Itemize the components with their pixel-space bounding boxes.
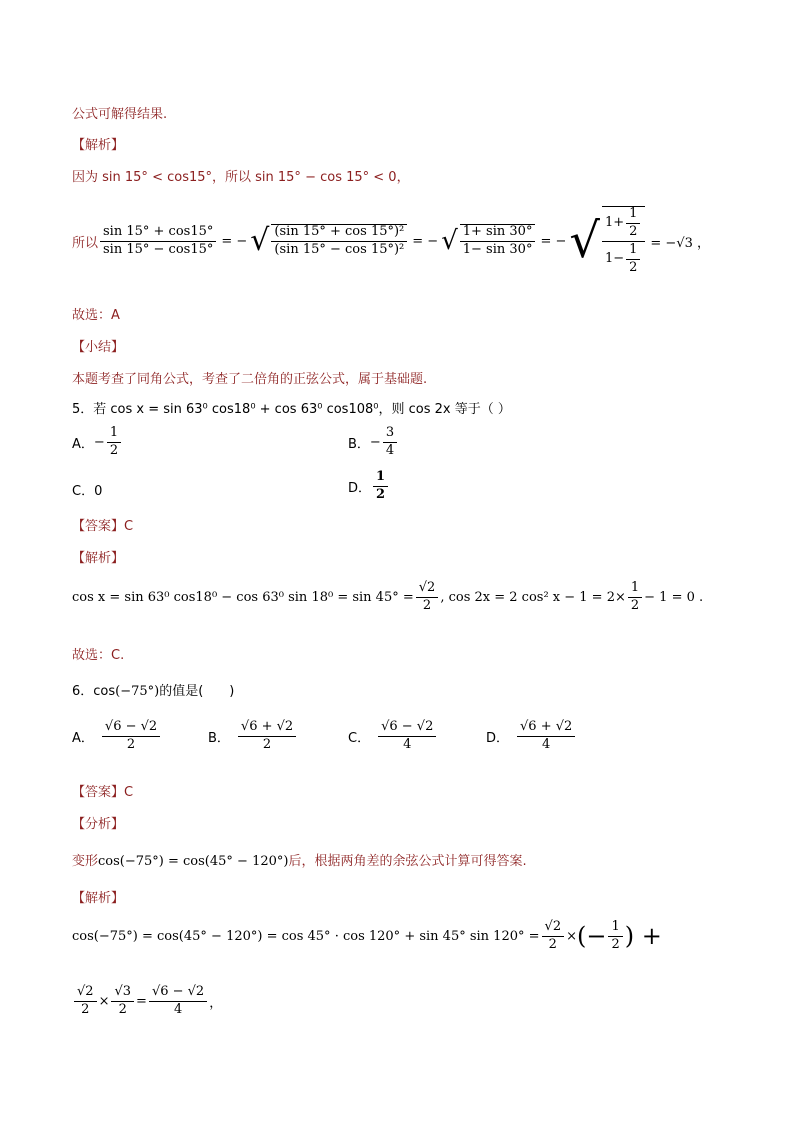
q5-option-a (72, 426, 123, 459)
frac-den: 2 (422, 597, 432, 613)
q6-solution-line2 (72, 985, 222, 1018)
heading-fenxi: 【分析】 (72, 817, 125, 832)
q6-option-a (72, 720, 162, 753)
radical-icon: √ (250, 223, 270, 258)
q6-solution-line1 (72, 920, 662, 953)
frac-den: 4 (385, 442, 395, 458)
sol-left: cos x = sin 63⁰ cos18⁰ − cos 63⁰ sin 18⁰ = sin 45° = (72, 589, 414, 605)
frac-num: √6 − √2 (102, 720, 160, 737)
eq1-rad-num: (sin 15° + cos 15°)² (271, 225, 407, 242)
option-label: A． (72, 730, 94, 746)
radical-icon: √ (441, 226, 458, 256)
sol-end: − 1 = 0 . (644, 589, 704, 605)
half-num: 1 (626, 243, 640, 260)
frac-den: 2 (109, 442, 119, 458)
half-den: 2 (629, 259, 638, 275)
q6-option-d (486, 720, 577, 753)
radical-icon: √ (569, 213, 600, 269)
option-label: D． (348, 480, 372, 496)
frac-den: 2 (376, 486, 386, 502)
frac-den: 2 (611, 936, 620, 952)
eq1-lhs-den: sin 15° − cos15° (103, 241, 214, 257)
sol-line1: cos(−75°) = cos(45° − 120°) = cos 45° · cos 120° + sin 45° sin 120° = (72, 928, 540, 944)
option-sign: − (93, 434, 105, 450)
eq1-rad2-fraction (460, 224, 536, 258)
option-label: D． (486, 730, 510, 746)
q6-option-c (348, 720, 438, 753)
fenxi-post: 后，根据两角差的余弦公式计算可得答案. (288, 854, 527, 869)
stem-pre: 6．cos (72, 684, 116, 699)
times-sign: × (98, 993, 110, 1009)
frac-num: √3 (111, 985, 134, 1002)
heading-xiaojie: 【小结】 (72, 340, 125, 355)
paren-close: ) + (624, 922, 662, 951)
option-sign: − (369, 434, 381, 450)
frac-den: 4 (542, 736, 551, 752)
suoyi-label: 所以 (72, 235, 99, 251)
eq1-rad3-num: 1+ (604, 215, 625, 231)
q5-option-d (348, 470, 390, 503)
fenxi-text (72, 850, 527, 869)
eq1-lhs-fraction (100, 225, 216, 258)
heading-jiexi: 【解析】 (72, 138, 125, 153)
eq1-rad-den: (sin 15° − cos 15°)² (274, 242, 405, 257)
option-label: B． (348, 436, 370, 452)
q5-stem: 5．若 cos x = sin 63⁰ cos18⁰ + cos 63⁰ cos108⁰，则 cos 2x 等于（ ） (72, 402, 511, 417)
frac-num: 1 (608, 920, 622, 937)
frac-num: √6 − √2 (149, 985, 207, 1002)
stem-arg: (−75°) (115, 684, 160, 699)
frac-num: √2 (416, 581, 439, 598)
frac-den: 2 (630, 597, 640, 613)
heading-jiexi: 【解析】 (72, 891, 125, 906)
intro-text: 公式可解得结果. (72, 107, 168, 122)
q5-option-b (348, 426, 399, 459)
eq1-rad3-den: 1− (604, 250, 625, 266)
q6-answer: 【答案】C (72, 785, 134, 800)
frac-num: √6 + √2 (238, 720, 296, 737)
equals-sign: = (136, 993, 147, 1009)
frac-num: 3 (383, 426, 397, 443)
heading-jiexi: 【解析】 (72, 551, 125, 566)
frac-num: √6 − √2 (378, 720, 436, 737)
frac-num: √2 (542, 920, 565, 937)
q5-answer: 【答案】C (72, 519, 134, 534)
stem-post: 的值是( ) (159, 684, 235, 699)
frac-den: 4 (173, 1001, 183, 1017)
q6-stem (72, 680, 234, 699)
frac-num: √6 + √2 (517, 720, 575, 737)
eq1-lhs-num: sin 15° + cos15° (100, 225, 216, 242)
line-end: ， (209, 995, 223, 1011)
frac-num: 1 (107, 426, 121, 443)
fenxi-math: cos(−75°) = cos(45° − 120°) (98, 854, 289, 869)
frac-num: 1 (628, 581, 642, 598)
frac-den: 2 (548, 936, 557, 952)
eq1-result: = −√3 ， (650, 235, 711, 251)
times-sign: × (566, 928, 577, 944)
half-den: 2 (629, 224, 638, 240)
guxuan-c: 故选：C. (72, 648, 125, 663)
guxuan-a: 故选：A (72, 308, 120, 323)
option-label: A． (72, 436, 94, 452)
frac-den: 4 (403, 736, 412, 752)
eq1-rad3-fraction (602, 206, 645, 276)
fenxi-pre: 变形 (72, 854, 99, 869)
frac-den: 2 (262, 736, 272, 752)
q6-option-b (208, 720, 298, 753)
frac-den: 2 (126, 736, 136, 752)
frac-num: 1 (373, 470, 388, 487)
eq1-rad2-den: 1− sin 30° (462, 242, 533, 257)
sol-mid: , cos 2x = 2 cos² x − 1 = 2× (440, 589, 626, 605)
frac-den: 2 (118, 1001, 127, 1017)
q5-solution (72, 581, 703, 614)
eq1-rad-fraction (271, 224, 407, 258)
because-line: 因为 sin 15° < cos15°，所以 sin 15° − cos 15° < 0， (72, 170, 410, 185)
option-label: C． (348, 730, 371, 746)
equation-1: 所以 $\frac{\sin 15^\circ + \cos 15^\circ}{\sin 15^\circ - \cos 15^\circ}$ = − √ $\frac{\text{(sin 15° + cos 15°)²}}{\text{(sin 15° − cos 15°)²}}$ = − √ $\frac{1+ \sin 30^\circ}{1- \sin 30^\circ}$ = − √ 1+ $\frac{1}{2}$ 1− $\frac{1}{2}$ = −√3 ， (72, 206, 711, 275)
paren-open: (− (577, 922, 607, 951)
half-num: 1 (626, 207, 640, 224)
xiaojie-text: 本题考查了同角公式，考查了二倍角的正弦公式，属于基础题. (72, 372, 428, 387)
option-label: B． (208, 730, 230, 746)
q5-option-c: C．0 (72, 484, 103, 499)
frac-num: √2 (74, 985, 97, 1002)
eq1-rad2-num: 1+ sin 30° (460, 225, 536, 242)
frac-den: 2 (81, 1001, 90, 1017)
